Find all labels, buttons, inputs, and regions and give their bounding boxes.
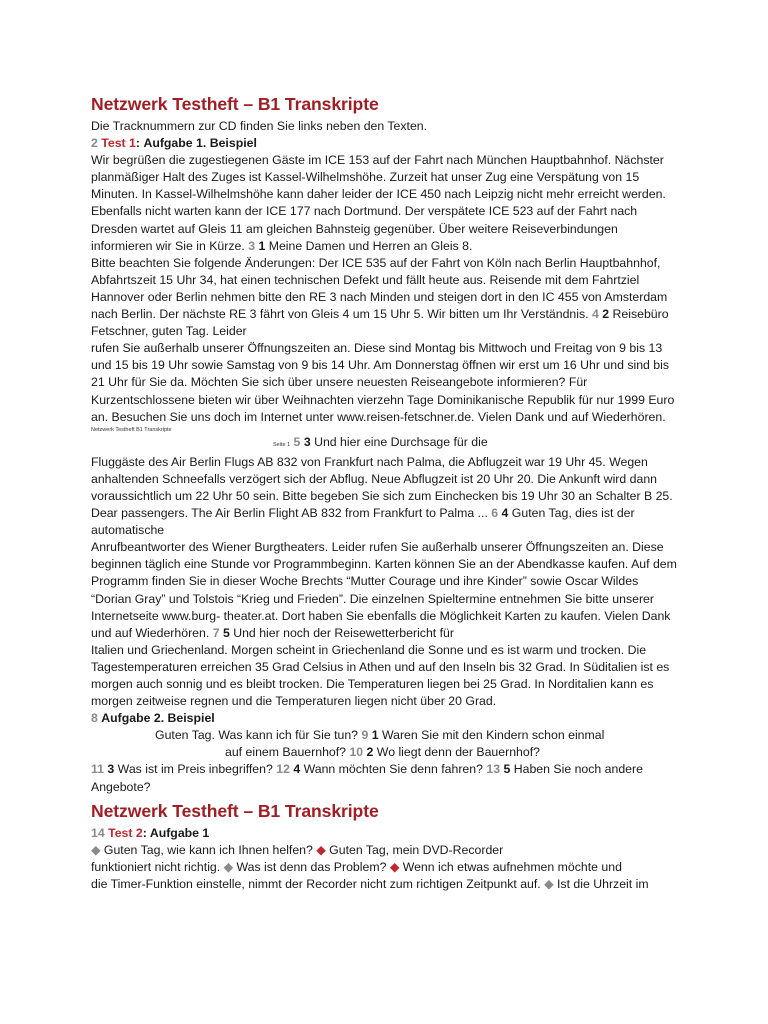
track-number: 6 <box>491 506 499 521</box>
intro-text: Die Tracknummern zur CD finden Sie links neben den Texten. <box>91 119 428 133</box>
test2-heading: 14 Test 2: Aufgabe 1 <box>91 825 210 840</box>
gray-diamond-icon: ◆ <box>223 859 234 874</box>
dialog-para-1: ◆ Guten Tag, wie kann ich Ihnen helfen? ◆ Guten Tag, mein DVD-Recorder <box>91 842 504 857</box>
gray-diamond-icon: ◆ <box>544 876 554 891</box>
running-header: Netzwerk Testheft B1 Transkripte <box>91 426 172 433</box>
item-number: 4 <box>293 762 301 777</box>
track-number: 7 <box>212 625 220 640</box>
paragraph-5: Anrufbeantworter des Wiener Burgtheaters. Leider rufen Sie außerhalb unserer Öffnungszeiten an. Diese beginnen täglich eine Stunde vor Programmbeginn. Karten können Sie an der Abendkasse kaufen. Auf dem Programm finden Sie in dieser Woche Brechts “Mutter Courage und ihre Kinder” sowie Oscar Wildes “Dorian Gray” und Tolstois “Krieg und Frieden”. Die einzelnen Spieltermine entnehmen Sie bitte unserer Internetseite www.burg- theater.at. Dort haben Sie ebenfalls die Möglichkeit Karten zu kaufen. Vielen Dank und auf Wiederhören. 7 5 Und hier noch der Reisewetterbericht für <box>91 540 677 640</box>
item-number: 5 <box>222 625 230 640</box>
task2-heading <box>91 710 679 727</box>
track-number: 10 <box>349 745 364 760</box>
test1-heading: 2 Test 1: Aufgabe 1. Beispiel <box>91 136 257 151</box>
track-number: 13 <box>486 762 501 777</box>
item-number: 1 <box>371 728 379 743</box>
paragraph-1: Wir begrüßen die zugestiegenen Gäste im ICE 153 auf der Fahrt nach München Hauptbahnhof. Nächster planmäßiger Halt des Zuges ist Kassel-Wilhelmshöhe. Zurzeit hat unser Zug eine Verspätung von 15 Minuten. In Kassel-Wilhelmshöhe kann daher leider der ICE 450 nach Leipzig nicht mehr erreicht werden. Ebenfalls nicht warten kann der ICE 177 nach Dortmund. Der verspätete ICE 523 auf der Fahrt nach Dresden wartet auf Gleis 11 am gleichen Bahnsteig gegenüber. Über weitere Reiseverbindungen informieren wir Sie in Kürze. 3 1 Meine Damen und Herren an Gleis 8. <box>91 153 666 253</box>
track-number: 8 <box>91 711 98 726</box>
dialog-para-3: die Timer-Funktion einstelle, nimmt der Recorder nicht zum richtigen Zeitpunkt auf. ◆ Ist die Uhrzeit im <box>91 876 649 891</box>
track-number: 4 <box>591 307 599 322</box>
test-label: Test 1 <box>101 136 136 151</box>
dialog-line-3: 11 3 Was ist im Preis inbegriffen? 12 4 Wann möchten Sie denn fahren? 13 5 Haben Sie noch andere Angebote? <box>91 762 643 794</box>
track-number: 3 <box>248 238 256 253</box>
item-number: 2 <box>602 307 610 322</box>
item-number: 2 <box>366 745 374 760</box>
red-diamond-icon: ◆ <box>389 859 400 874</box>
item-number: 5 <box>503 762 511 777</box>
page-marker-line: Seite 1 5 3 Und hier eine Durchsage für die <box>273 434 488 449</box>
document-page <box>91 92 679 893</box>
task-label: Aufgabe 1. Beispiel <box>143 136 257 151</box>
gray-diamond-icon: ◆ <box>91 842 101 857</box>
dialog-line-1: Guten Tag. Was kann ich für Sie tun? 9 1 Waren Sie mit den Kindern schon einmal <box>155 728 605 743</box>
track-number: 12 <box>276 762 290 777</box>
red-diamond-icon: ◆ <box>316 842 326 857</box>
paragraph-6: Italien und Griechenland. Morgen scheint in Griechenland die Sonne und es ist warm und trocken. Die Tagestemperaturen erreichen 35 Grad Celsius in Athen und auf den Inseln bis 32 Grad. In Süditalien ist es morgen auch sonnig und es bleibt trocken. Die Temperaturen liegen bei 25 Grad. In Norditalien kann es morgen zeitweise regnen und die Temperaturen liegen nicht über 20 Grad. <box>91 642 670 709</box>
item-number: 3 <box>107 762 115 777</box>
dialog-line-2: auf einem Bauernhof? 10 2 Wo liegt denn der Bauernhof? <box>225 745 540 760</box>
paragraph-2: Bitte beachten Sie folgende Änderungen: Der ICE 535 auf der Fahrt von Köln nach Berlin Hauptbahnhof, Abfahrtszeit 15 Uhr 34, hat einen technischen Defekt und fällt heute aus. Reisende mit dem Fahrtziel Hannover oder Berlin nehmen bitte den RE 3 nach Minden und steigen dort in den IC 455 von Amsterdam nach Berlin. Der nächste RE 3 fährt von Gleis 4 um 15 Uhr 5. Wir bitten um Ihr Verständnis. 4 2 Reisebüro Fetschner, guten Tag. Leider <box>91 255 669 339</box>
track-number: 5 <box>293 434 301 449</box>
page-number: Seite 1 <box>273 441 291 448</box>
dialog-para-2: funktioniert nicht richtig. ◆ Was ist denn das Problem? ◆ Wenn ich etwas aufnehmen möchte und <box>91 859 622 874</box>
track-number: 14 <box>91 825 105 840</box>
item-number: 3 <box>303 434 311 449</box>
track-number: 9 <box>361 728 369 743</box>
paragraph-3: rufen Sie außerhalb unserer Öffnungszeiten an. Diese sind Montag bis Mittwoch und Freitag von 9 bis 13 und 15 bis 19 Uhr sowie Samstag von 9 bis 14 Uhr. Am Donnerstag öffnen wir erst um 16 Uhr und sind bis 21 Uhr für Sie da. Möchten Sie sich über unsere neuesten Reiseangebote informieren? Für Kurzentschlossene bieten wir über Weihnachten vierzehn Tage Dominikanische Republik für nur 1999 Euro an. Besuchen Sie uns doch im Internet unter www.reisen-fetschner.de. Vielen Dank und auf Wiederhören. <box>91 341 675 424</box>
task-label: Aufgabe 1 <box>146 825 210 840</box>
test-label: Test 2 <box>108 825 143 840</box>
item-number: 4 <box>501 506 509 521</box>
track-number: 11 <box>91 762 104 777</box>
section-title: Netzwerk Testheft – B1 Transkripte <box>91 800 379 821</box>
paragraph-4: Fluggäste des Air Berlin Flugs AB 832 von Frankfurt nach Palma, die Abflugzeit war 19 Uhr 45. Wegen anhaltenden Schneefalls verzögert sich der Abflug. Neue Abflugzeit ist 20 Uhr 20. Die Ankunft wird dann voraussichtlich um 22 Uhr 50 sein. Bitte begeben Sie sich zum Einchecken bis 19 Uhr 30 an Schalter B 25. Dear passengers. The Air Berlin Flight AB 832 from Frankfurt to Palma ... 6 4 Guten Tag, dies ist der automatische <box>91 454 673 538</box>
task-label: Aufgabe 2. Beispiel <box>101 711 215 726</box>
track-number: 2 <box>91 136 98 151</box>
item-number: 1 <box>258 238 266 253</box>
page-title: Netzwerk Testheft – B1 Transkripte <box>91 94 379 114</box>
